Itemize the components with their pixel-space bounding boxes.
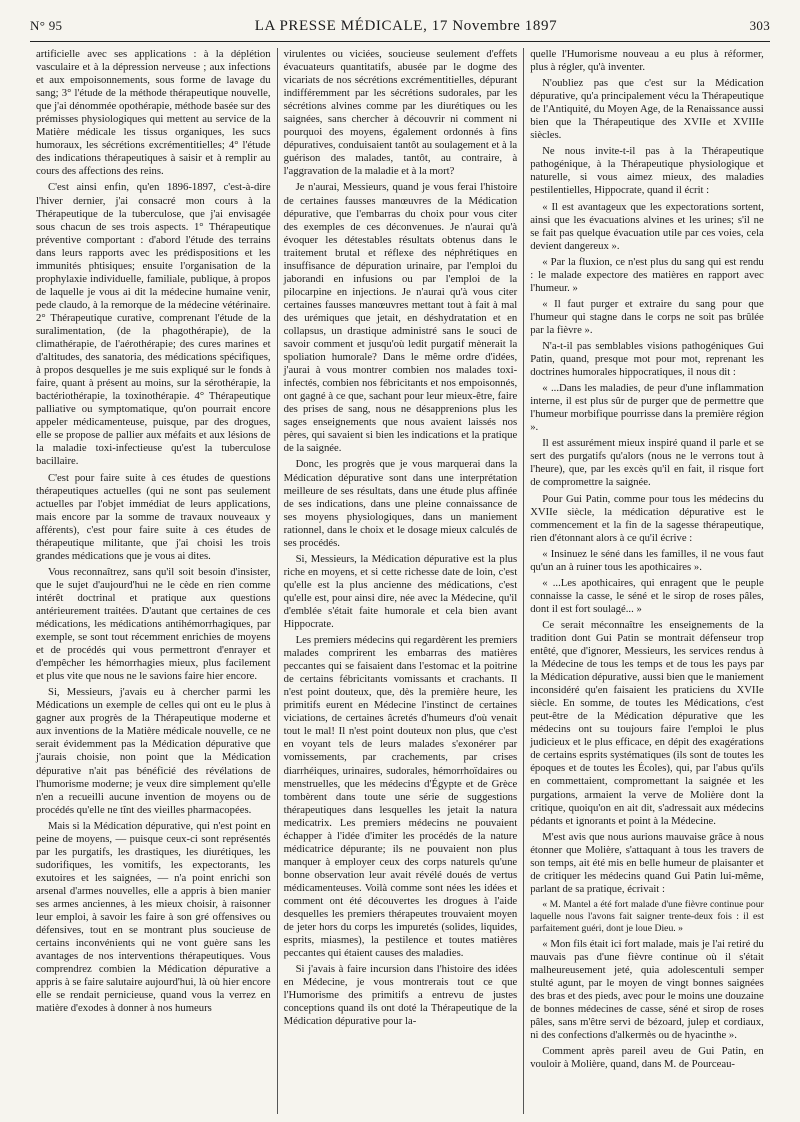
paragraph: Donc, les progrès que je vous marquerai dans la Médication dépurative sont dans une interprétation meilleure de ses résultats, dans une étude plus affinée de ses indications, dans une pleine connaissance de ses moyens physiologiques, dans un maniement rationnel, dans le choix et le dosage mieux calculés de ses procédés. [283,458,518,549]
paragraph: « Il est avantageux que les expectorations sortent, ainsi que les évacuations alvines et les urines; s'il ne se fait pas quelque évacuation utile par ces voies, cela devient dangereux ». [530,200,764,252]
running-header [30,18,770,40]
paragraph: N'oubliez pas que c'est sur la Médication dépurative, qu'a principalement vécu la Thérapeutique de l'Antiquité, du Moyen Age, de la Renaissance aussi bien que la Thérapeutique des XVIIe et XVIIIe siècles. [530,77,764,142]
paragraph: Les premiers médecins qui regardèrent les premiers malades comprirent les embarras des matières peccantes qui se faisaient dans l'estomac et la poitrine de certains fébricitants vomissants et crachants. Il n'est point douteux, que, dès la première heure, les primitifs eurent en Médecine l'instinct de certaines viciations, de certaines âcretés d'humeurs d'où venait tout le mal! Il n'est point douteux non plus, que c'est en voyant tels de leurs malades s'exonérer par vomissements, par crachements, par crises diarrhéiques, urinaires, sudorales, hémorrhoïdaires ou menstruelles, que les médecins d'Égypte et de Grèce tombèrent dans toute une série de suggestions thérapeutiques dans lesquelles les jetait la natura medicatrix. Les premiers médecins ne pouvaient échapper à l'idée d'imiter les procédés de la nature médicatrice dépurante; ils ne pouvaient non plus manquer à employer ceux des corps naturels qu'une bonne observation leur avait révélé doués de vertus médicamenteuses. Voilà comme sont nées les idées et comment ont été découvertes les drogues à l'aide desquelles les premiers thérapeutes trouvaient moyen de jeter hors du corps les impuretés (solides, liquides, esprits, miasmes), la pestilence et toutes matières peccantes qui étaient causes des maladies. [283,634,518,960]
paragraph: C'est pour faire suite à ces études de questions thérapeutiques actuelles (qui ne sont pas seulement actuelles par l'objet immédiat de leurs applications, mais encore par la somme de travaux nouveaux y afférents), c'est pour faire suite à ces études de thérapeutique militante, que j'ai choisi les trois grandes médications que je vous ai dites. [36,471,271,562]
paragraph: artificielle avec ses applications : à la déplétion vasculaire et à la dépression nerveuse ; aux infections et aux empoisonnements, sous forme de lavage du sang; 3° l'étude de la méthode thérapeutique nouvelle, que j'ai dénommée opothérapie, méthode basée sur des prémisses physiologiques qui mettent au service de la Matière médicale les tissus organiques, les sucs humoraux, les sécrétions excrémentitielles; 4° l'étude des indications thérapeutiques à saisir et à remplir au cours des affections des reins. [36,48,271,178]
paragraph: Comment après pareil aveu de Gui Patin, en vouloir à Molière, quand, dans M. de Pourceau- [530,1045,764,1071]
paragraph: « Il faut purger et extraire du sang pour que l'humeur qui stagne dans le corps ne soit pas brûlée par la fièvre ». [530,297,764,336]
paragraph: Si, Messieurs, la Médication dépurative est la plus riche en moyens, et si cette richesse date de loin, c'est qu'elle est la plus ancienne des médications, c'est qu'elle est, pour ainsi dire, née avec la Médecine, qu'il d'emblée s'était faite humorale et cela bien avant Hippocrate. [283,552,518,631]
paragraph: C'est ainsi enfin, qu'en 1896-1897, c'est-à-dire l'hiver dernier, j'ai consacré mon cours à la Thérapeutique de la tuberculose, que j'ai envisagée sous chacun de ses trois aspects. 1° Thérapeutique préventive comportant : d'abord l'étude des terrains dans leurs rapports avec les prédispositions et les immunités phtisiques; ensuite l'organisation de la prophylaxie individuelle, familiale, publique, à propos de laquelle je vous ai dit la médecine humaine venir, pede claudo, à la remorque de la médecine vétérinaire. 2° Thérapeutique curative, comprenant l'étude de la suralimentation, (de la phagothérapie), de la climathérapie, de l'aérothérapie; des cures marines et d'altitudes, des sanatoria, des médications spécifiques, à propos desquelles je me suis expliqué sur le fonds à faire, quant à présent au moins, sur la sérothérapie, la bactériothérapie, la toxinothérapie. 4° Thérapeutique palliative ou symptomatique, qu'on pourrait encore appeler médicamenteuse, puisque, par des drogues, elle se propose de pallier aux méfaits et aux lésions de la maladie toxi-infectieuse qu'est la tuberculose bacillaire. [36,181,271,468]
header-rule [30,41,770,42]
paragraph: « Insinuez le séné dans les familles, il ne vous faut qu'un an à ruiner tous les apothicaires ». [530,547,764,573]
paragraph: N'a-t-il pas semblables visions pathogéniques Gui Patin, quand, presque mot pour mot, reprenant les doctrines humorales hippocratiques, il nous dit : [530,339,764,379]
column-2 [277,48,524,1114]
paragraph: « Par la fluxion, ce n'est plus du sang qui est rendu : le malade expectore des matières en rapport avec l'humeur. » [530,255,764,294]
column-3 [523,48,770,1114]
paragraph: Ce serait méconnaître les enseignements de la tradition dont Gui Patin se montrait défenseur trop entêté, que d'ignorer, Messieurs, les services rendus à la Médecine de tous les temps et de tous les pays par la Médication dépurative, aussi bien que le maniement inconsidéré qu'en faisaient les praticiens du XVIIe siècle. En somme, de toutes les Médications, c'est peut-être de la Médication dépurative que les médecins ont su toujours faire l'emploi le plus judicieux et le plus efficace, en dépit des exagérations de certains esprits systématiques (ils sont de toutes les époques et de toutes les Écoles), qui, par l'abus qu'ils en commettaient, compromettant la saignée et les purgations, armaient la verve de Molière dont la critique, quoiqu'on en ait dit, s'adressait aux médecins pédants et ignorants et point à la Médecine. [530,618,764,827]
page-number: 303 [749,18,770,33]
paragraph: « ...Les apothicaires, qui enragent que le peuple connaisse la casse, le séné et le sirop de roses pâles, dont il est fort soulagé... » [530,576,764,615]
paragraph: Je n'aurai, Messieurs, quand je vous ferai l'histoire de certaines fausses manœuvres de la Médication dépurative, que l'embarras du choix pour vous citer des exemples de ces déconvenues. Je n'aurai qu'à évoquer les détestables résultats obtenus dans le traitement brutal et réflexe des néphrétiques en insuffisance de dépuration urinaire, par l'emploi du jaborandi en infusions ou par l'emploi de la pilocarpine en injections. Je n'aurai qu'à vous citer certaines fausses manœuvres mettant tout à fait à mal des urémiques que jetait, en déshydratation et en collapsus, un drastique administré sans le souci de savoir comment et jusqu'où ledit purgatif mènerait la spoliation humorale? Dans le même ordre d'idées, j'aurai à vous montrer combien nos malades toxi-infectés, combien nos fébricitants et nos empoisonnés, ont gagné à ce que, sachant pour leur mieux-être, faire des prises de sang, nous ne désapprenions plus les sages enseignements que nous avaient laissés nos pères, qui savaient si bien les indications et la pratique de la saignée. [283,181,518,455]
paragraph: « ...Dans les maladies, de peur d'une inflammation interne, il est plus sûr de purger que de permettre que l'humeur morbifique pourrisse dans la première région ». [530,382,764,434]
paragraph: Mais si la Médication dépurative, qui n'est point en peine de moyens, — puisque ceux-ci sont représentés par les purgatifs, les drastiques, les diurétiques, les sudorifiques, les vomitifs, les expectorants, les exutoires et les saignées, — n'a point enrichi son arsenal d'armes nouvelles, elle a appris à bien manier ses armes anciennes, à les mieux choisir, à raisonner leur emploi, à savoir les faire à son gré offensives ou défensives, tout en se montrant plus soucieuse de certains inconvénients qui ne vont guère sans les avantages de nos interventions thérapeutiques. Vous comprendrez combien la Médication dépurative a appris à se faire salutaire aujourd'hui, là où hier encore elle se rendait pernicieuse, quand vous la verrez en matière d'exodes à donner à nos humeurs [36,819,271,1015]
column-1 [30,48,277,1114]
issue-number: N° 95 [30,18,63,33]
paragraph: « M. Mantel a été fort malade d'une fièvre continue pour laquelle nous l'avons fait saigner trente-deux fois : il est parfaitement guéri, dont je loue Dieu. » [530,898,764,934]
paragraph: Il est assurément mieux inspiré quand il parle et se sert des purgatifs qu'alors (nous ne le verrons tout à l'heure), que, par les excès qu'il en fait, il risque fort de compromettre la saignée. [530,437,764,489]
paragraph: Ne nous invite-t-il pas à la Thérapeutique pathogénique, à la Thérapeutique physiologique et naturelle, si vous aimez mieux, des maladies pestilentielles, Hippocrate, quand il écrit : [530,145,764,197]
paragraph: Pour Gui Patin, comme pour tous les médecins du XVIIe siècle, la médication dépurative est le commencement et la fin de la sagesse thérapeutique, rien d'étonnant alors à ce qu'il écrive : [530,492,764,544]
paragraph: Si j'avais à faire incursion dans l'histoire des idées en Médecine, je vous montrerais tout ce que l'Humorisme des primitifs a entrevu de justes conceptions quand ils ont doté la Thérapeutique de la Médication dépurative pour la- [283,963,518,1028]
paragraph: « Mon fils était ici fort malade, mais je l'ai retiré du mauvais pas d'une fièvre continue où il s'était malheureusement jeté, quia adolescentuli semper stulté agunt, par le moyen de vingt bonnes saignées des bras et des pieds, avec pour le moins une douzaine de bonnes médecines de casse, séné et sirop de roses pâles, sans m'être servi de bézoard, julep et cordiaux, ni des confections d'alkermès ou de hyacinthe ». [530,937,764,1042]
journal-title: LA PRESSE MÉDICALE, 17 Novembre 1897 [254,18,558,34]
paragraph: Si, Messieurs, j'avais eu à chercher parmi les Médications un exemple de celles qui ont eu le plus à gagner aux progrès de la Thérapeutique moderne et aux inventions de la Matière médicale nouvelle, ce ne serait évidemment pas la Médication dépurative que j'aurais choisie, non point que la Médication dépurative n'ait pas bénéficié des révélations de l'humorisme moderne; je veux dire simplement qu'elle n'en a recueilli aucune invention de moyens ou de procédés qu'elle ne tînt des vieilles pharmacopées. [36,686,271,816]
paragraph: quelle l'Humorisme nouveau a eu plus à réformer, plus à régler, qu'à inventer. [530,48,764,74]
text-columns [30,48,770,1114]
paragraph: Vous reconnaîtrez, sans qu'il soit besoin d'insister, que le sujet d'aujourd'hui ne le cède en rien comme intérêt doctrinal et pratique aux questions antérieurement traitées. D'autant que certaines de ces médications, les médications antihémorrhagiques, par exemple, se sont tout récemment enrichies de moyens et de procédés qui vous permettront d'enrayer et d'empêcher les hémorrhagies mieux, plus facilement et plus vite que nous ne le savions faire hier encore. [36,565,271,683]
paragraph: M'est avis que nous aurions mauvaise grâce à nous étonner que Molière, s'attaquant à tous les travers de son temps, ait été mis en belle humeur de plaisanter et de critiquer les médecins quand Gui Patin lui-même, parlant de sa pratique, écrivait : [530,830,764,895]
paragraph: virulentes ou viciées, soucieuse seulement d'effets évacuateurs quantitatifs, abusée par le dogme des vicariats de nos sécrétions excrémentitielles, dépurant indifféremment par les sécrétions sudorales, par les sécrétions alvines comme par les diurétiques ou les saignées, sans chercher à découvrir ni comment ni pourquoi des moyens, également ordonnés à fins dépuratives, conduisaient tantôt au soulagement et à la guérison des malades, tantôt, au contraire, à l'aggravation de la maladie et à la mort? [283,48,518,178]
